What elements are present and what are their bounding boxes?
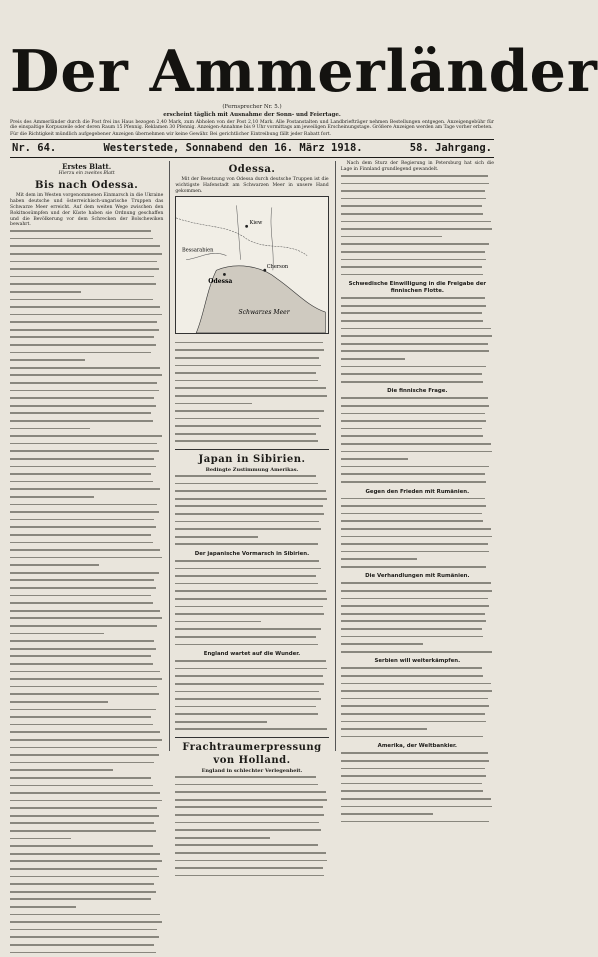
subhead-swedish-consent: Schwedische Einwilligung in die Freigabe der finnischen Flotte. xyxy=(348,281,487,295)
text-line xyxy=(10,701,163,707)
article-body-lines xyxy=(341,582,494,656)
text-line xyxy=(10,443,163,449)
text-line xyxy=(341,698,494,704)
text-line xyxy=(341,320,494,326)
text-line xyxy=(341,373,494,379)
text-line xyxy=(10,299,163,305)
text-line xyxy=(10,906,163,912)
subhead-serbia: Serbien will weiterkämpfen. xyxy=(374,658,461,665)
text-line xyxy=(175,536,328,542)
text-line xyxy=(341,598,494,604)
text-line xyxy=(10,572,163,578)
text-line xyxy=(341,651,494,657)
text-line xyxy=(341,667,494,673)
text-line xyxy=(175,568,328,574)
text-line xyxy=(10,800,163,806)
text-line xyxy=(175,784,328,790)
text-line xyxy=(341,228,494,234)
subhead-romania-peace: Gegen den Frieden mit Rumänien. xyxy=(365,488,470,495)
text-line xyxy=(175,829,328,835)
text-line xyxy=(341,413,494,419)
text-line xyxy=(10,397,163,403)
text-line xyxy=(10,534,163,540)
text-line xyxy=(10,762,163,768)
text-line xyxy=(10,792,163,798)
article-body-lines xyxy=(341,397,494,486)
article-body-lines xyxy=(341,752,494,826)
text-line xyxy=(341,366,494,372)
text-line xyxy=(175,668,328,674)
text-line xyxy=(10,329,163,335)
map-label-odessa: Odessa xyxy=(208,277,233,285)
text-line xyxy=(175,844,328,850)
text-line xyxy=(341,813,494,819)
text-line xyxy=(10,519,163,525)
text-line xyxy=(10,488,163,494)
article-title-odessa: Odessa. xyxy=(228,164,276,176)
text-line xyxy=(341,297,494,303)
text-line xyxy=(175,852,328,858)
text-line xyxy=(341,451,494,457)
text-line xyxy=(10,868,163,874)
text-line xyxy=(341,736,494,742)
text-line xyxy=(10,321,163,327)
text-line xyxy=(10,822,163,828)
text-line xyxy=(175,342,328,348)
subhead-america: Amerika, der Weltbankier. xyxy=(377,743,457,750)
text-line xyxy=(341,198,494,204)
text-line xyxy=(341,213,494,219)
text-line xyxy=(10,336,163,342)
text-line xyxy=(341,381,494,387)
text-line xyxy=(341,721,494,727)
text-line xyxy=(341,690,494,696)
text-line xyxy=(341,536,494,542)
article-body-lines xyxy=(175,342,328,446)
text-line xyxy=(175,698,328,704)
bottom-rule xyxy=(10,157,494,158)
text-line xyxy=(10,633,163,639)
text-line xyxy=(341,183,494,189)
text-line xyxy=(10,807,163,813)
text-line xyxy=(10,291,163,297)
text-line xyxy=(175,706,328,712)
text-line xyxy=(10,648,163,654)
text-line xyxy=(175,483,328,489)
masthead-title: Der Ammerländer xyxy=(10,38,598,105)
text-line xyxy=(175,806,328,812)
text-line xyxy=(341,775,494,781)
article-subtitle-japan: Bedingte Zustimmung Amerikas. xyxy=(205,467,299,474)
text-line xyxy=(175,349,328,355)
text-line xyxy=(175,713,328,719)
text-line xyxy=(341,760,494,766)
text-line xyxy=(341,481,494,487)
text-line xyxy=(10,382,163,388)
article-body-lines xyxy=(341,498,494,572)
text-line xyxy=(175,791,328,797)
text-line xyxy=(10,268,163,274)
text-line xyxy=(341,190,494,196)
issue-number: Nr. 64. xyxy=(12,142,57,155)
text-line xyxy=(175,475,328,481)
article-body-lines xyxy=(341,297,494,386)
article-body-lines xyxy=(10,230,163,957)
phone-line: (Fernsprecher Nr. 5.) xyxy=(222,104,282,110)
text-line xyxy=(10,253,163,259)
text-line xyxy=(175,822,328,828)
text-line xyxy=(10,526,163,532)
text-line xyxy=(10,617,163,623)
text-line xyxy=(175,490,328,496)
subhead-romania-talks: Die Verhandlungen mit Rumänien. xyxy=(365,573,470,580)
text-line xyxy=(10,473,163,479)
text-line xyxy=(10,564,163,570)
supplement-note: Hierzu ein zweites Blatt xyxy=(58,171,115,177)
text-line xyxy=(10,838,163,844)
article-title-holland: Frachtraumerpressung von Holland. xyxy=(182,742,322,767)
column-middle xyxy=(169,161,329,775)
text-line xyxy=(175,395,328,401)
text-line xyxy=(341,236,494,242)
text-line xyxy=(175,543,328,549)
text-line xyxy=(10,435,163,441)
text-line xyxy=(341,543,494,549)
text-line xyxy=(10,845,163,851)
article-paragraph: Nach dem Sturz der Regierung in Petersburg hat sich die Lage in Finnland grundlegend gewandelt. xyxy=(340,161,494,173)
text-line xyxy=(10,238,163,244)
text-line xyxy=(341,798,494,804)
text-line xyxy=(175,575,328,581)
text-line xyxy=(175,357,328,363)
text-line xyxy=(175,814,328,820)
text-line xyxy=(10,496,163,502)
text-line xyxy=(10,245,163,251)
text-line xyxy=(175,644,328,650)
text-line xyxy=(341,243,494,249)
article-body-lines xyxy=(341,175,494,279)
article-body-lines xyxy=(175,560,328,649)
text-line xyxy=(175,621,328,627)
text-line xyxy=(341,428,494,434)
text-line xyxy=(10,458,163,464)
text-line xyxy=(10,610,163,616)
text-line xyxy=(341,783,494,789)
text-line xyxy=(10,929,163,935)
text-line xyxy=(341,582,494,588)
subhead-finnish-question: Die finnische Frage. xyxy=(387,388,448,395)
text-line xyxy=(10,481,163,487)
text-line xyxy=(10,283,163,289)
text-line xyxy=(341,728,494,734)
text-line xyxy=(175,433,328,439)
map-label-cherson: Cherson xyxy=(267,263,289,270)
text-line xyxy=(341,713,494,719)
text-line xyxy=(341,420,494,426)
text-line xyxy=(10,390,163,396)
text-line xyxy=(10,344,163,350)
text-line xyxy=(10,671,163,677)
article-body-lines xyxy=(341,667,494,741)
map-black-sea-region xyxy=(175,196,328,334)
text-line xyxy=(341,335,494,341)
article-intro: Mit der Besetzung von Odessa durch deutsche Truppen ist die wichtigste Hafenstadt am Schwarzen Meer in unsere Hand gekommen. xyxy=(175,177,329,194)
text-line xyxy=(175,776,328,782)
text-line xyxy=(10,693,163,699)
text-line xyxy=(341,590,494,596)
text-line xyxy=(341,358,494,364)
text-line xyxy=(10,587,163,593)
text-line xyxy=(10,625,163,631)
article-body-lines xyxy=(175,475,328,549)
text-line xyxy=(10,314,163,320)
text-line xyxy=(341,566,494,572)
text-line xyxy=(341,636,494,642)
text-line xyxy=(175,636,328,642)
text-line xyxy=(10,655,163,661)
text-line xyxy=(341,266,494,272)
text-line xyxy=(10,898,163,904)
text-line xyxy=(341,175,494,181)
subhead-england: England wartet auf die Wunder. xyxy=(203,651,301,658)
text-line xyxy=(341,528,494,534)
issue-volume: 58. Jahrgang. xyxy=(409,142,492,155)
text-line xyxy=(341,312,494,318)
text-line xyxy=(341,251,494,257)
text-line xyxy=(10,511,163,517)
text-line xyxy=(10,557,163,563)
text-line xyxy=(10,739,163,745)
column-left xyxy=(10,161,163,751)
text-line xyxy=(175,425,328,431)
text-line xyxy=(10,420,163,426)
text-line xyxy=(175,728,328,734)
text-line xyxy=(175,660,328,666)
text-line xyxy=(341,558,494,564)
text-line xyxy=(175,528,328,534)
text-line xyxy=(341,806,494,812)
text-line xyxy=(175,837,328,843)
text-line xyxy=(175,691,328,697)
text-line xyxy=(10,306,163,312)
text-line xyxy=(10,952,163,957)
text-line xyxy=(341,328,494,334)
text-line xyxy=(175,372,328,378)
text-line xyxy=(341,821,494,827)
text-line xyxy=(10,731,163,737)
article-body-lines xyxy=(175,660,328,734)
text-line xyxy=(341,620,494,626)
text-line xyxy=(10,374,163,380)
text-line xyxy=(341,643,494,649)
text-line xyxy=(341,675,494,681)
article-title-odessa-march: Bis nach Odessa. xyxy=(35,180,139,192)
text-line xyxy=(10,769,163,775)
text-line xyxy=(175,875,328,881)
text-line xyxy=(175,505,328,511)
map-label-bessarabien: Bessarabien xyxy=(182,247,214,254)
subhead-japan-advance: Der japanische Vormarsch in Sibirien. xyxy=(194,551,310,558)
text-line xyxy=(341,343,494,349)
text-line xyxy=(10,709,163,715)
text-line xyxy=(10,579,163,585)
text-line xyxy=(341,683,494,689)
article-body-lines xyxy=(175,776,328,880)
section-header: Erstes Blatt. xyxy=(62,162,112,172)
columns xyxy=(10,161,494,775)
text-line xyxy=(10,542,163,548)
text-line xyxy=(341,768,494,774)
text-line xyxy=(10,602,163,608)
text-line xyxy=(341,605,494,611)
text-line xyxy=(341,466,494,472)
text-line xyxy=(10,747,163,753)
text-line xyxy=(341,405,494,411)
text-line xyxy=(10,230,163,236)
text-line xyxy=(10,663,163,669)
text-line xyxy=(175,560,328,566)
text-line xyxy=(341,305,494,311)
article-separator xyxy=(175,737,328,738)
text-line xyxy=(10,678,163,684)
text-line xyxy=(175,598,328,604)
text-line xyxy=(341,790,494,796)
text-line xyxy=(10,367,163,373)
text-line xyxy=(10,876,163,882)
text-line xyxy=(10,405,163,411)
text-line xyxy=(10,921,163,927)
article-separator xyxy=(175,449,328,450)
text-line xyxy=(10,830,163,836)
text-line xyxy=(341,473,494,479)
text-line xyxy=(10,936,163,942)
text-line xyxy=(10,640,163,646)
text-line xyxy=(175,683,328,689)
text-line xyxy=(10,883,163,889)
text-line xyxy=(10,412,163,418)
text-line xyxy=(175,498,328,504)
text-line xyxy=(10,595,163,601)
text-line xyxy=(10,261,163,267)
text-line xyxy=(341,628,494,634)
text-line xyxy=(341,551,494,557)
map-label-kiew: Kiew xyxy=(249,219,263,227)
text-line xyxy=(10,359,163,365)
text-line xyxy=(175,583,328,589)
text-line xyxy=(175,590,328,596)
text-line xyxy=(341,752,494,758)
text-line xyxy=(175,513,328,519)
article-subtitle-holland: England in schlechter Verlegenheit. xyxy=(201,768,303,775)
text-line xyxy=(341,221,494,227)
subscription-info: Preis des Ammerländer durch die Post frei ins Haus bezogen 2,40 Mark, zum Abholen von der Post 2,10 Mark. Alle Postanstalten und Landbriefträger nehmen Bestellungen entgegen. Anzeigengebühr für die einspaltige Korpuszeile oder deren Raum 15 Pfennig. Reklamen 30 Pfennig. Anzeigen-Annahme bis 9 Uhr vormittags am jeweiligen Erscheinungstage. Größere Anzeigen werden am Tage vorher erbeten. xyxy=(10,119,494,131)
text-line xyxy=(175,440,328,446)
text-line xyxy=(175,613,328,619)
text-line xyxy=(10,428,163,434)
text-line xyxy=(10,504,163,510)
text-line xyxy=(175,380,328,386)
text-line xyxy=(341,520,494,526)
map-label-black-sea: Schwarzes Meer xyxy=(238,308,290,316)
text-line xyxy=(341,435,494,441)
text-line xyxy=(10,853,163,859)
text-line xyxy=(341,205,494,211)
text-line xyxy=(175,867,328,873)
text-line xyxy=(175,799,328,805)
article-paragraph: Mit dem im Westen vorgenommenen Einmarsch in die Ukraine haben deutsche und österreichisch-ungarische Truppen das Schwarze Meer erreicht. Auf dem weiten Wege zwischen den Rokitnosümpfen und der Küste haben sie Ordnung geschaffen und die Bevölkerung vor dem Schrecken der Bolschewiken bewahrt. xyxy=(10,193,164,228)
text-line xyxy=(341,705,494,711)
text-line xyxy=(341,274,494,280)
text-line xyxy=(10,716,163,722)
text-line xyxy=(341,397,494,403)
text-line xyxy=(10,352,163,358)
text-line xyxy=(341,443,494,449)
text-line xyxy=(10,754,163,760)
text-line xyxy=(10,686,163,692)
text-line xyxy=(341,350,494,356)
text-line xyxy=(341,458,494,464)
text-line xyxy=(341,259,494,265)
text-line xyxy=(175,365,328,371)
text-line xyxy=(175,521,328,527)
issue-dateline xyxy=(10,142,494,155)
text-line xyxy=(10,815,163,821)
text-line xyxy=(10,785,163,791)
article-title-japan: Japan in Sibirien. xyxy=(198,454,306,466)
text-line xyxy=(341,613,494,619)
ads-info: Für die Richtigkeit mündlich aufgegebener Anzeigen übernehmen wir keine Gewähr. Bei gerichtlicher Eintreibung fällt jeder Rabatt fort. xyxy=(10,131,332,137)
text-line xyxy=(175,403,328,409)
text-line xyxy=(341,505,494,511)
text-line xyxy=(10,450,163,456)
text-line xyxy=(10,860,163,866)
text-line xyxy=(175,675,328,681)
text-line xyxy=(175,606,328,612)
text-line xyxy=(10,914,163,920)
issue-place-date: Westerstede, Sonnabend den 16. März 1918. xyxy=(103,142,363,155)
text-line xyxy=(10,777,163,783)
top-rule xyxy=(10,139,494,140)
publication-note: erscheint täglich mit Ausnahme der Sonn- und Feiertage. xyxy=(163,112,341,119)
text-line xyxy=(10,466,163,472)
text-line xyxy=(175,418,328,424)
text-line xyxy=(175,387,328,393)
text-line xyxy=(341,513,494,519)
text-line xyxy=(175,721,328,727)
text-line xyxy=(175,628,328,634)
text-line xyxy=(175,410,328,416)
text-line xyxy=(10,549,163,555)
text-line xyxy=(175,860,328,866)
column-right xyxy=(335,161,494,751)
text-line xyxy=(10,891,163,897)
text-line xyxy=(10,276,163,282)
text-line xyxy=(10,724,163,730)
text-line xyxy=(341,498,494,504)
text-line xyxy=(10,944,163,950)
